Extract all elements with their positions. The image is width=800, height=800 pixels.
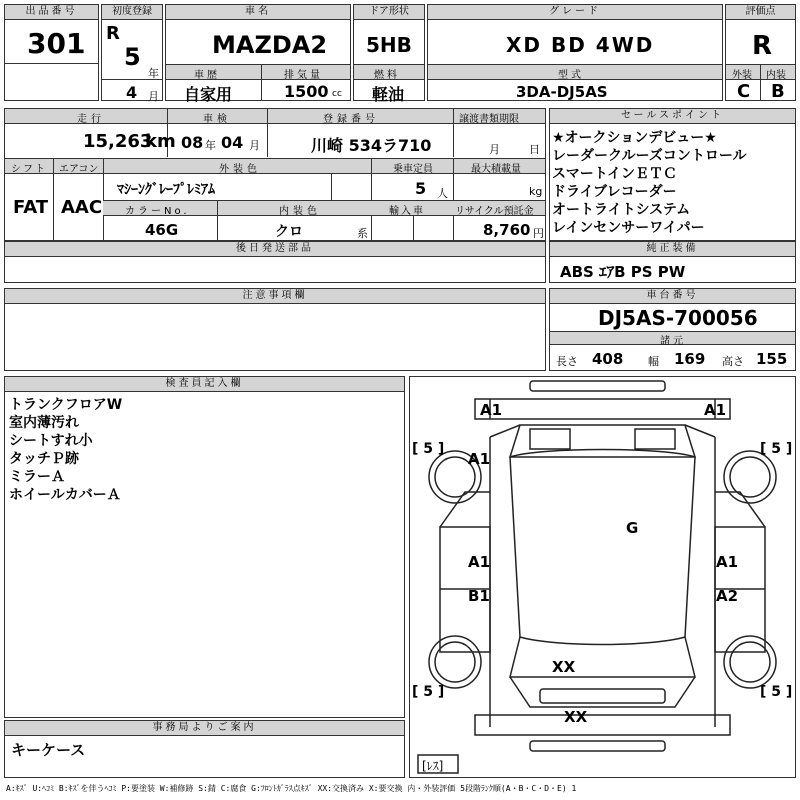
damage-mark: XX xyxy=(564,708,588,726)
inspection-year: 08 xyxy=(181,133,204,152)
car-name: MAZDA2 xyxy=(212,31,328,59)
first-registration-box xyxy=(101,4,163,101)
car-name-label: 車名 xyxy=(166,5,350,20)
overall-score: R xyxy=(752,31,773,61)
recycle-unit: 円 xyxy=(533,227,544,240)
model-code: 3DA-DJ5AS xyxy=(516,83,608,101)
chassis-label: 車台番号 xyxy=(550,289,795,304)
exterior-label: 外装 xyxy=(732,70,752,81)
transfer-label: 譲渡書類期限 xyxy=(459,114,519,125)
inspector-note: トランクフロアW xyxy=(9,397,123,413)
capacity-unit: 人 xyxy=(437,187,448,200)
displacement-label: 排気量 xyxy=(284,70,323,81)
lot-number-label: 出品番号 xyxy=(5,5,98,20)
chassis-number: DJ5AS-700056 xyxy=(598,306,758,330)
inspector-notes-box xyxy=(4,376,405,718)
equipment-label: 純正装備 xyxy=(550,242,795,257)
sales-point-item: オートライトシステム xyxy=(552,202,691,218)
plate-label: 登録番号 xyxy=(323,114,379,125)
transfer-month: 月 xyxy=(489,143,500,156)
damage-mark: XX xyxy=(552,658,576,676)
tire-tread: [ 5 ] xyxy=(412,684,445,700)
ac-label: エアコン xyxy=(59,164,99,175)
import-label: 輸入車 xyxy=(389,206,425,217)
first-registration-label: 初度登録 xyxy=(102,5,162,20)
spare-tire: [ﾚｽ] xyxy=(422,759,444,773)
load-label: 最大積載量 xyxy=(471,164,521,175)
color-number: 46G xyxy=(145,221,179,239)
length: 408 xyxy=(592,350,624,368)
sales-point-item: ★オークションデビュー★ xyxy=(552,130,717,146)
air-conditioner: AAC xyxy=(61,197,103,218)
office-notes-label: 事務局よりご案内 xyxy=(5,721,404,736)
damage-mark: A1 xyxy=(468,450,491,468)
model-label: 型式 xyxy=(558,70,584,81)
ext-color: ﾏｼｰﾝｸﾞﾚｰﾌﾟﾚﾐｱﾑ xyxy=(117,182,215,198)
length-label: 長さ xyxy=(556,355,578,368)
office-notes-box xyxy=(4,720,405,778)
height-label: 高さ xyxy=(722,355,744,368)
inspector-note: シートすれ小 xyxy=(9,433,93,449)
shift: FAT xyxy=(13,197,49,218)
inspector-note: ミラーＡ xyxy=(9,469,65,485)
inspection-month: 04 xyxy=(221,133,244,152)
sales-points-label: セールスポイント xyxy=(550,109,795,124)
ext-color-label: 外装色 xyxy=(219,164,261,175)
inspector-note: 室内薄汚れ xyxy=(9,415,79,431)
equipment-box xyxy=(549,241,796,283)
height: 155 xyxy=(756,350,788,368)
spec-label: 諸元 xyxy=(660,336,686,347)
inspection-month-unit: 月 xyxy=(249,139,260,152)
int-color-suffix: 系 xyxy=(357,227,368,240)
recycle-label: リサイクル預託金 xyxy=(455,206,534,217)
score-box xyxy=(725,4,796,101)
plate-number: 川崎 534ラ710 xyxy=(311,136,432,155)
int-color-label: 内装色 xyxy=(279,206,321,217)
tire-tread: [ 5 ] xyxy=(412,441,445,457)
caution-label: 注意事項欄 xyxy=(5,289,545,304)
interior-label: 内装 xyxy=(766,70,786,81)
history: 自家用 xyxy=(184,85,233,104)
door-label: ドア形状 xyxy=(354,5,424,20)
sales-point-item: スマートインＥＴＣ xyxy=(552,166,678,182)
damage-mark: A1 xyxy=(704,401,727,419)
door-type: 5HB xyxy=(366,33,412,57)
lot-number: 301 xyxy=(27,27,86,60)
damage-mark: A1 xyxy=(716,553,739,571)
damage-diagram-box xyxy=(409,376,796,778)
damage-mark: G xyxy=(626,519,639,537)
reg-month: 4 xyxy=(126,83,138,102)
vehicle-detail-block xyxy=(4,108,546,241)
displacement: 1500 xyxy=(284,82,329,101)
mileage: 15,263 xyxy=(83,131,153,152)
lot-number-box xyxy=(4,4,99,101)
era: R xyxy=(106,23,120,44)
damage-mark: A1 xyxy=(468,553,491,571)
inspector-note: ホイールカバーＡ xyxy=(9,487,121,503)
damage-mark: A1 xyxy=(480,401,503,419)
fuel: 軽油 xyxy=(372,85,405,104)
transfer-day: 日 xyxy=(529,143,540,156)
sales-points-box xyxy=(549,108,796,241)
tire-tread: [ 5 ] xyxy=(760,684,793,700)
fuel-label: 燃料 xyxy=(374,70,400,81)
inspector-notes-label: 検査員記入欄 xyxy=(5,377,404,392)
car-name-box xyxy=(165,4,351,104)
displacement-unit: cc xyxy=(332,89,342,99)
width: 169 xyxy=(674,350,706,368)
damage-mark: A2 xyxy=(716,587,739,605)
capacity: 5 xyxy=(415,179,427,198)
door-box xyxy=(353,4,425,104)
shift-label: シフト xyxy=(11,164,47,175)
load-unit: kg xyxy=(529,185,543,198)
reg-year: 5 xyxy=(124,43,141,71)
interior-score: B xyxy=(771,81,785,102)
mileage-label: 走行 xyxy=(77,114,105,125)
later-parts-label: 後日発送部品 xyxy=(5,242,545,257)
grade-label: グレード xyxy=(428,5,722,20)
chassis-box xyxy=(549,288,796,371)
sales-point-item: レインセンサーワイパー xyxy=(552,220,705,236)
sales-point-item: ドライブレコーダー xyxy=(552,184,677,200)
capacity-label: 乗車定員 xyxy=(393,164,433,175)
recycle-deposit: 8,760 xyxy=(483,221,531,239)
later-parts-box xyxy=(4,241,546,283)
inspection-label: 車検 xyxy=(203,114,231,125)
inspector-note: タッチＰ跡 xyxy=(9,451,79,467)
office-notes-value: キーケース xyxy=(11,741,86,759)
damage-mark: B1 xyxy=(468,587,490,605)
caution-box xyxy=(4,288,546,371)
inspection-year-unit: 年 xyxy=(205,139,216,152)
sales-point-item: レーダークルーズコントロール xyxy=(552,148,747,164)
equipment-value: ABS ｴｱB PS PW xyxy=(560,263,686,281)
legend-footer: A:ｷｽﾞ U:ﾍｺﾐ B:ｷｽﾞを伴うﾍｺﾐ P:要塗装 W:補修跡 S:錆 C:腐食 G:ﾌﾛﾝﾄｶﾞﾗｽ点ｷｽﾞ XX:交換済み X:要交換 内・外装評価 5段階ﾗﾝｸ順(A・B・C・D・E) 1 xyxy=(6,784,577,793)
month-unit: 月 xyxy=(148,90,159,103)
mileage-unit: km xyxy=(145,131,176,152)
history-label: 車歴 xyxy=(194,70,220,81)
color-no-label: カラーNo. xyxy=(125,206,190,217)
grade: XD BD 4WD xyxy=(506,33,655,57)
year-unit: 年 xyxy=(148,67,159,80)
car-outline-diagram xyxy=(410,377,795,777)
width-label: 幅 xyxy=(648,355,659,368)
score-label: 評価点 xyxy=(726,5,795,20)
exterior-score: C xyxy=(737,81,751,102)
tire-tread: [ 5 ] xyxy=(760,441,793,457)
grade-box xyxy=(427,4,723,101)
int-color: クロ xyxy=(275,224,303,240)
